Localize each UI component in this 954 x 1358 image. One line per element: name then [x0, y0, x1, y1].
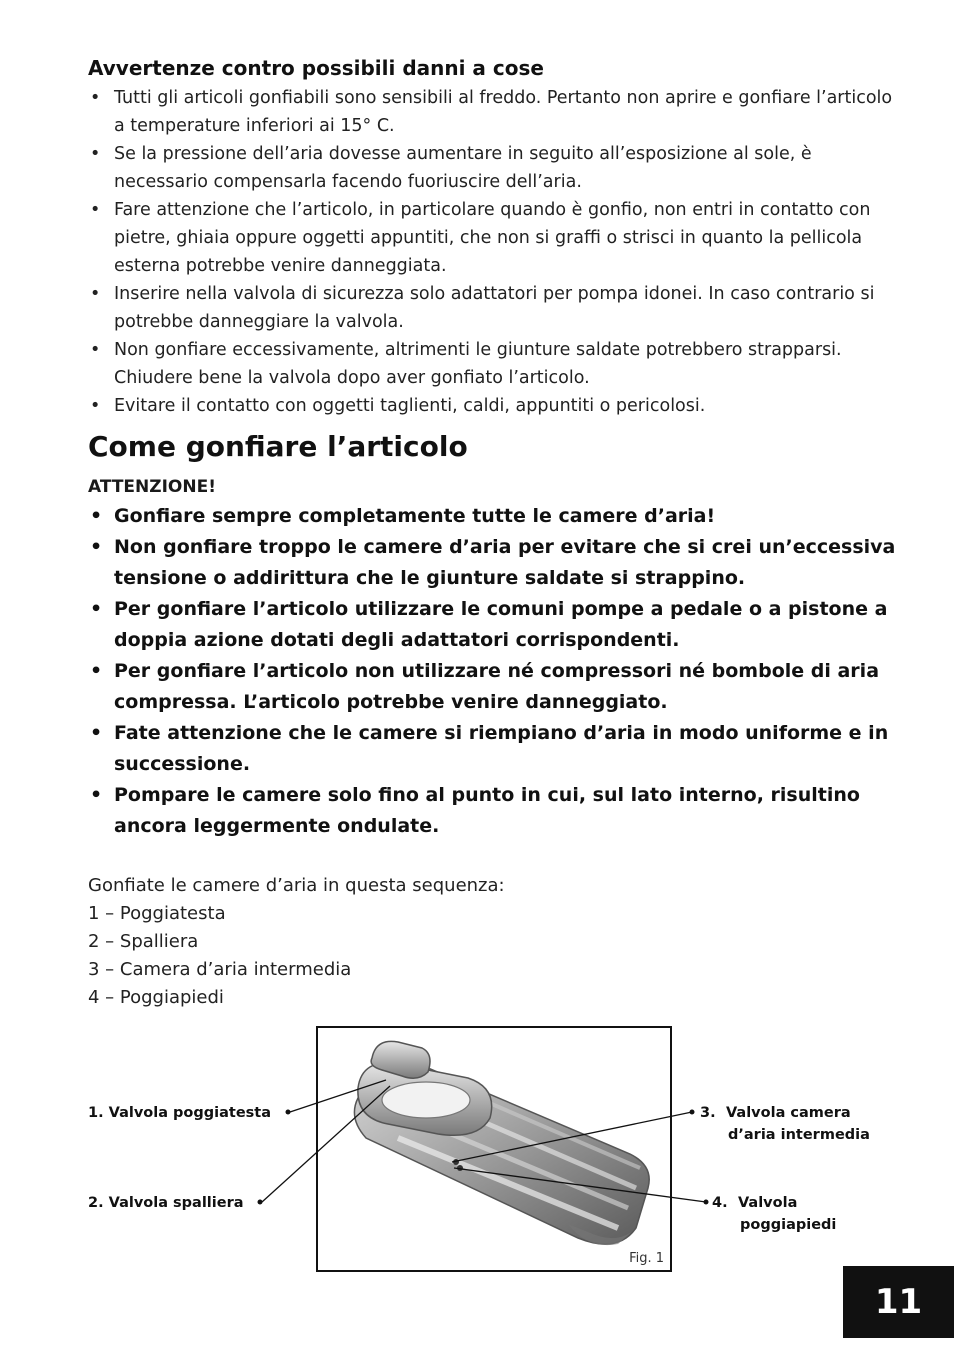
callout-text: d’aria intermedia	[728, 1127, 870, 1143]
list-item: • Tutti gli articoli gonfiabili sono sensibili al freddo. Pertanto non aprire e gonfiare l’articolo a temperature inferiori ai 15° C.	[88, 84, 908, 140]
list-item: • Fate attenzione che le camere si riempiano d’aria in modo uniforme e in successione.	[88, 718, 908, 780]
list-item: • Gonfiare sempre completamente tutte le camere d’aria!	[88, 501, 908, 532]
callout-headrest-valve: 1. Valvola poggiatesta	[88, 1105, 272, 1121]
callout-text: Valvola camera	[726, 1105, 851, 1121]
figure-label: Fig. 1	[629, 1251, 664, 1266]
callout-middle-valve	[700, 1102, 900, 1146]
section-heading-damage: Avvertenze contro possibili danni a cose	[88, 56, 544, 80]
callout-backrest-valve: 2. Valvola spalliera	[88, 1195, 244, 1211]
list-item: • Per gonfiare l’articolo non utilizzare né compressori né bombole di aria compressa. L’articolo potrebbe venire danneggiato.	[88, 656, 908, 718]
callout-text: Valvola	[738, 1195, 798, 1211]
warning-title: ATTENZIONE!	[88, 477, 216, 497]
list-item: • Inserire nella valvola di sicurezza solo adattatori per pompa idonei. In caso contrario si potrebbe danneggiare la valvola.	[88, 280, 908, 336]
list-item: • Pompare le camere solo fino al punto in cui, sul lato interno, risultino ancora leggermente ondulate.	[88, 780, 908, 842]
list-item: • Non gonfiare eccessivamente, altrimenti le giunture saldate potrebbero strapparsi. Chiudere bene la valvola dopo aver gonfiato l’articolo.	[88, 336, 908, 392]
page-number: 11	[843, 1266, 954, 1338]
callout-number: 4.	[712, 1195, 728, 1211]
callout-number: 3.	[700, 1105, 716, 1121]
list-item: • Non gonfiare troppo le camere d’aria per evitare che si crei un’eccessiva tensione o addirittura che le giunture saldate si strappino.	[88, 532, 908, 594]
list-item: • Evitare il contatto con oggetti taglienti, caldi, appuntiti o pericolosi.	[88, 392, 908, 420]
list-item: • Per gonfiare l’articolo utilizzare le comuni pompe a pedale o a pistone a doppia azione dotati degli adattatori corrispondenti.	[88, 594, 908, 656]
sequence-intro: Gonfiate le camere d’aria in questa sequenza:	[88, 875, 505, 896]
sequence-step: 1 – Poggiatesta	[88, 903, 226, 924]
sequence-step: 3 – Camera d’aria intermedia	[88, 959, 352, 980]
list-item: • Fare attenzione che l’articolo, in particolare quando è gonfio, non entri in contatto con pietre, ghiaia oppure oggetti appuntiti, che non si graffi o strisci in quanto la pellicola esterna potrebbe venire danneggiata.	[88, 196, 908, 280]
sequence-step: 4 – Poggiapiedi	[88, 987, 224, 1008]
sequence-step: 2 – Spalliera	[88, 931, 199, 952]
callout-text: poggiapiedi	[740, 1217, 837, 1233]
list-item: • Se la pressione dell’aria dovesse aumentare in seguito all’esposizione al sole, è necessario compensarla facendo fuoriuscire dell’aria.	[88, 140, 908, 196]
callout-footrest-valve	[712, 1192, 902, 1236]
section-heading-inflate: Come gonfiare l’articolo	[88, 430, 468, 463]
